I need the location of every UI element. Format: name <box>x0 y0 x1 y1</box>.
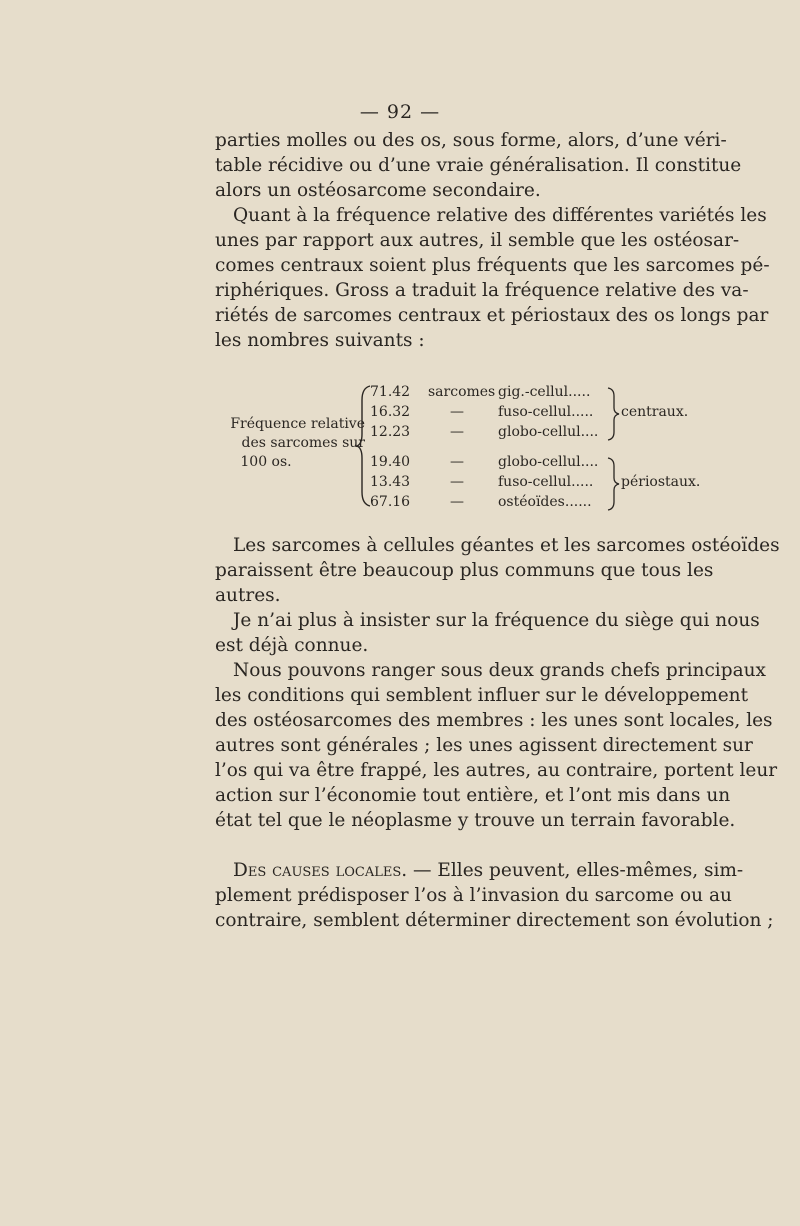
row-kind: sarcomes <box>428 384 496 400</box>
text-line: des ostéosarcomes des membres : les unes sont locales, les <box>215 710 773 731</box>
row-value: 71.42 <box>370 384 411 400</box>
row-label: gig.-cellul..... <box>498 384 591 400</box>
frequency-table <box>0 380 800 510</box>
row-value: 67.16 <box>370 494 411 510</box>
row-value: 19.40 <box>370 454 411 470</box>
group-label-periosteal: périostaux. <box>621 474 701 490</box>
text-line: table récidive ou d’une vraie généralisation. Il constitue <box>215 155 742 176</box>
section-heading: Des causes locales. <box>233 860 408 881</box>
text-line: autres sont générales ; les unes agissent directement sur <box>215 735 753 756</box>
table-row <box>370 474 593 494</box>
table-row <box>370 454 598 474</box>
row-label: globo-cellul.... <box>498 454 599 470</box>
table-left-label <box>205 415 365 472</box>
paragraph-1 <box>215 128 742 203</box>
right-brace-icon <box>606 456 620 512</box>
text-line: l’os qui va être frappé, les autres, au contraire, portent leur <box>215 760 778 781</box>
row-kind: — <box>450 494 464 510</box>
text-line: Je n’ai plus à insister sur la fréquence du siège qui nous <box>233 610 760 631</box>
text-line: action sur l’économie tout entière, et l’ont mis dans un <box>215 785 731 806</box>
row-kind: — <box>450 474 464 490</box>
text-line: paraissent être beaucoup plus communs que tous les <box>215 560 714 581</box>
table-row <box>370 494 592 514</box>
group-label-central: centraux. <box>621 404 689 420</box>
table-row <box>370 424 598 444</box>
row-label: fuso-cellul..... <box>498 474 594 490</box>
row-label: fuso-cellul..... <box>498 404 594 420</box>
text-line: plement prédisposer l’os à l’invasion du sarcome ou au <box>215 885 732 906</box>
text-line: état tel que le néoplasme y trouve un terrain favorable. <box>215 810 736 831</box>
row-value: 13.43 <box>370 474 411 490</box>
text-line: riétés de sarcomes centraux et périostaux des os longs par <box>215 305 769 326</box>
table-label-line: Fréquence relative <box>230 416 365 432</box>
right-brace-icon <box>606 386 620 442</box>
text-line <box>215 858 744 883</box>
paragraph-4 <box>215 608 760 658</box>
text-line: Nous pouvons ranger sous deux grands chefs principaux <box>233 660 766 681</box>
text-line: les nombres suivants : <box>215 330 425 351</box>
row-kind: — <box>450 404 464 420</box>
table-row <box>370 404 593 424</box>
text-line: contraire, semblent déterminer directement son évolution ; <box>215 910 774 931</box>
row-label: ostéoïdes...... <box>498 494 592 510</box>
table-row <box>370 384 590 404</box>
table-label-line: des sarcomes sur <box>241 435 365 451</box>
table-label-line: 100 os. <box>240 454 292 470</box>
row-label: globo-cellul.... <box>498 424 599 440</box>
page-number: — 92 — <box>359 101 441 123</box>
text-fragment: — Elles peuvent, elles-mêmes, sim- <box>407 860 744 881</box>
paragraph-2 <box>215 203 770 353</box>
text-line: comes centraux soient plus fréquents que les sarcomes pé- <box>215 255 770 276</box>
text-line: alors un ostéosarcome secondaire. <box>215 180 541 201</box>
paragraph-6 <box>215 858 774 933</box>
text-line: parties molles ou des os, sous forme, alors, d’une véri- <box>215 130 727 151</box>
text-line: Les sarcomes à cellules géantes et les sarcomes ostéoïdes <box>233 535 780 556</box>
text-line: est déjà connue. <box>215 635 369 656</box>
text-line: autres. <box>215 585 281 606</box>
text-line: unes par rapport aux autres, il semble que les ostéosar- <box>215 230 740 251</box>
row-kind: — <box>450 424 464 440</box>
text-line: Quant à la fréquence relative des différentes variétés les <box>233 205 767 226</box>
row-value: 16.32 <box>370 404 411 420</box>
text-line: les conditions qui semblent influer sur le développement <box>215 685 749 706</box>
text-line: riphériques. Gross a traduit la fréquence relative des va- <box>215 280 749 301</box>
paragraph-3 <box>215 533 780 608</box>
paragraph-5 <box>215 658 778 833</box>
row-value: 12.23 <box>370 424 411 440</box>
row-kind: — <box>450 454 464 470</box>
